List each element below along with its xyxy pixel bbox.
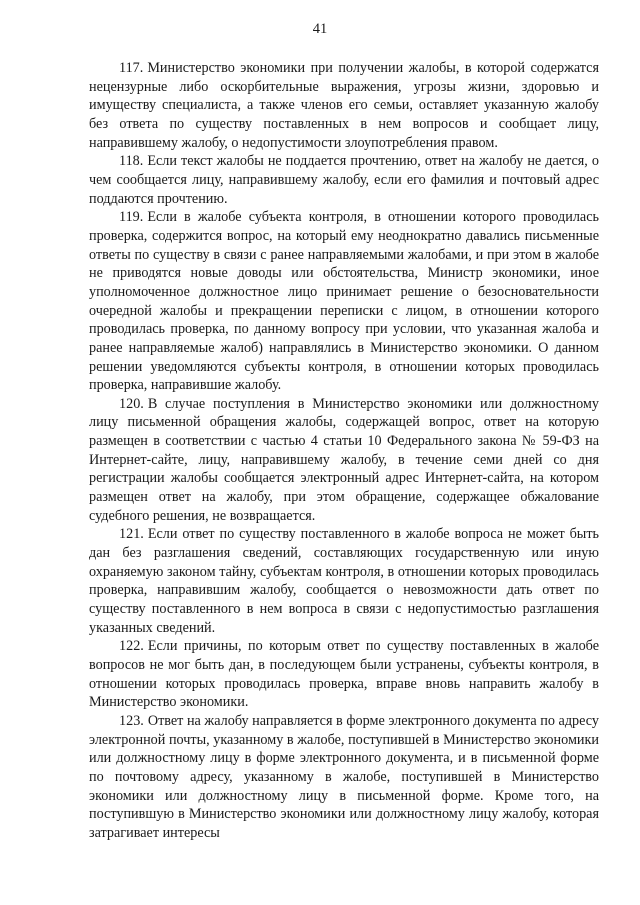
paragraph-text: Министерство экономики при получении жалобы, в которой содержатся нецензурные либо оскорбительные выражения, угрозы жизни, здоровью и имуществу специалиста, а также членов его семьи, оставляет указанную жалобу без ответа по существу поставленных в нем вопросов и сообщает лицу, направившему жалобу, о недопустимости злоупотребления правом. — [89, 60, 599, 151]
paragraph-text: Если в жалобе субъекта контроля, в отношении которого проводилась проверка, содержится вопрос, на который ему неоднократно давались письменные ответы по существу в связи с ранее направляемыми жалобами, и при этом в жалобе не приводятся новые доводы или обстоятельства, Министр экономики, иное уполномоченное должностное лицо принимает решение о безосновательности очередной жалобы и прекращении переписки с лицом, в отношении которого проводилась проверка, по данному вопросу при условии, что указанная жалоба и ранее направляемые жалоб) направлялись в Министерство экономики. О данном решении уведомляются субъекты контроля, в отношении которых проводилась проверка, направившие жалобу. — [89, 209, 599, 394]
paragraph-text: В случае поступления в Министерство экономики или должностному лицу письменной обращения жалобы, содержащей вопрос, ответ на которую размещен в соответствии с частью 4 статьи 10 Федерального закона № 59-ФЗ на Интернет-сайте, лицу, направившему жалобу, в течение семи дней со дня регистрации жалобы сообщается электронный адрес Интернет-сайта, на котором размещен ответ на жалобу, при этом обращение, содержащее обжалование судебного решения, не возвращается. — [89, 395, 599, 524]
paragraph-number: 119. — [119, 209, 144, 226]
paragraph-text: Если текст жалобы не поддается прочтению, ответ на жалобу не дается, о чем сообщается лицу, направившему жалобу, если его фамилия и почтовый адрес поддаются прочтению. — [89, 153, 599, 207]
page-number: 41 — [312, 21, 328, 37]
paragraph-text: Ответ на жалобу направляется в форме электронного документа по адресу электронной почты, указанному в жалобе, поступившей в Министерство экономики или должностному лицу в форме электронного документа, и в письменной форме по почтовому адресу, указанному в жалобе, поступившей в Министерство экономики или должностному лицу в письменной форме. Кроме того, на поступившую в Министерство экономики или должностному лицу жалобу, которая затрагивает интересы — [89, 712, 599, 841]
paragraph-text: Если ответ по существу поставленного в жалобе вопроса не может быть дан без разглашения сведений, составляющих государственную или иную охраняемую законом тайну, субъектам контроля, в отношении которых проводилась проверка, направившим жалобу, сообщается о невозможности дать ответ по существу поставленного в нем вопроса в связи с недопустимостью разглашения указанных сведений. — [89, 526, 599, 636]
paragraph-number: 123. — [119, 712, 144, 729]
paragraph-text: Если причины, по которым ответ по существу поставленных в жалобе вопросов не мог быть дан, в последующем были устранены, субъекты контроля, в отношении которых проводилась проверка, вправе вновь направить жалобу в Министерство экономики. — [89, 638, 599, 711]
paragraph-119 — [89, 208, 599, 395]
paragraph-122 — [89, 637, 599, 712]
paragraph-123 — [89, 712, 599, 843]
paragraph-number: 118. — [119, 153, 144, 170]
paragraph-number: 122. — [119, 638, 144, 655]
paragraph-number: 121. — [119, 526, 144, 543]
paragraph-number: 117. — [119, 60, 144, 76]
paragraph-number: 120. — [119, 395, 144, 412]
paragraph-120 — [89, 395, 599, 526]
paragraph-121 — [89, 525, 599, 637]
document-body — [89, 59, 599, 843]
paragraph-117 — [89, 59, 599, 152]
paragraph-118 — [89, 152, 599, 208]
